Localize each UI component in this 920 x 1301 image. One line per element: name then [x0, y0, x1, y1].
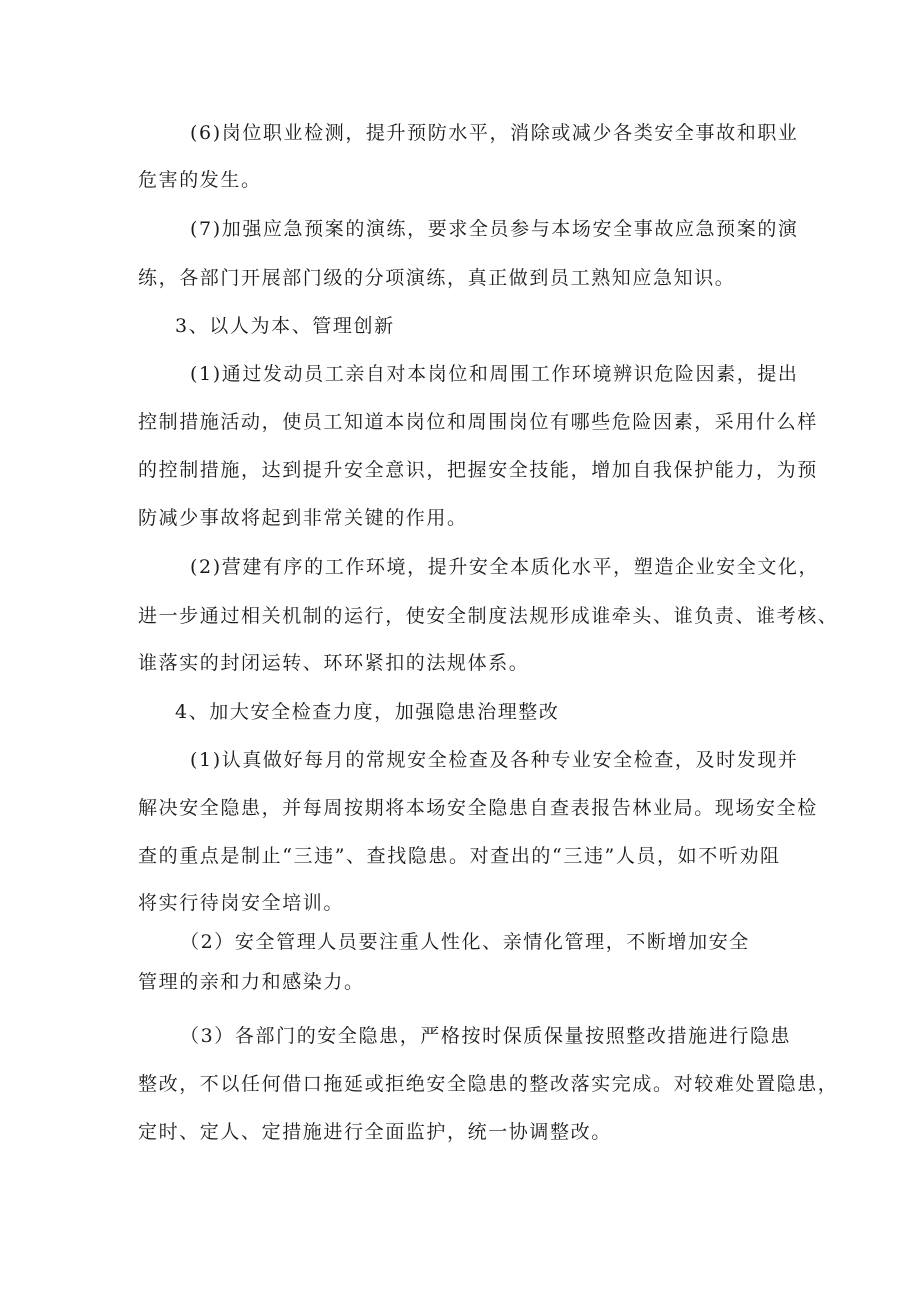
paragraph-6-line-1: (6)岗位职业检测，提升预防水平，消除或减少各类安全事故和职业 [190, 122, 799, 144]
section-3-item-2-line-2: 进一步通过相关机制的运行，使安全制度法规形成谁牵头、谁负责、谁考核、 [138, 605, 839, 627]
section-3-item-1-line-1: (1)通过发动员工亲自对本岗位和周围工作环境辨识危险因素，提出 [190, 363, 799, 385]
section-4-item-3-line-3: 定时、定人、定措施进行全面监护，统一协调整改。 [138, 1121, 612, 1143]
paragraph-7-line-1: (7)加强应急预案的演练，要求全员参与本场安全事故应急预案的演 [190, 218, 799, 240]
section-4-heading: 4、加大安全检查力度，加强隐患治理整改 [175, 701, 560, 723]
paragraph-6-line-2: 危害的发生。 [138, 169, 262, 191]
section-4-item-2-line-1: （2）安全管理人员要注重人性化、亲情化管理，不断增加安全 [180, 931, 750, 953]
section-4-item-1-line-4: 将实行待岗安全培训。 [138, 892, 345, 914]
section-3-item-1-line-3: 的控制措施，达到提升安全意识，把握安全技能，增加自我保护能力，为预 [138, 459, 818, 481]
section-4-item-3-line-2: 整改，不以任何借口拖延或拒绝安全隐患的整改落实完成。对较难处置隐患， [138, 1073, 839, 1095]
section-3-item-2-line-1: (2)营建有序的工作环境，提升安全本质化水平，塑造企业安全文化， [190, 556, 820, 578]
paragraph-7-line-2: 练，各部门开展部门级的分项演练，真正做到员工熟知应急知识。 [138, 267, 736, 289]
section-4-item-1-line-3: 查的重点是制止“三违”、查找隐患。对查出的“三违”人员，如不听劝阻 [138, 845, 781, 867]
section-4-item-1-line-2: 解决安全隐患，并每周按期将本场安全隐患自查表报告林业局。现场安全检 [138, 797, 818, 819]
section-4-item-3-line-1: （3）各部门的安全隐患，严格按时保质保量按照整改措施进行隐患 [180, 1025, 792, 1047]
section-4-item-1-line-1: (1)认真做好每月的常规安全检查及各种专业安全检查，及时发现并 [190, 749, 799, 771]
section-3-heading: 3、以人为本、管理创新 [175, 315, 395, 337]
section-3-item-2-line-3: 谁落实的封闭运转、环环紧扣的法规体系。 [138, 652, 530, 674]
section-3-item-1-line-4: 防减少事故将起到非常关键的作用。 [138, 507, 468, 529]
section-4-item-2-line-2: 管理的亲和力和感染力。 [138, 971, 365, 993]
section-3-item-1-line-2: 控制措施活动，使员工知道本岗位和周围岗位有哪些危险因素，采用什么样 [138, 411, 818, 433]
